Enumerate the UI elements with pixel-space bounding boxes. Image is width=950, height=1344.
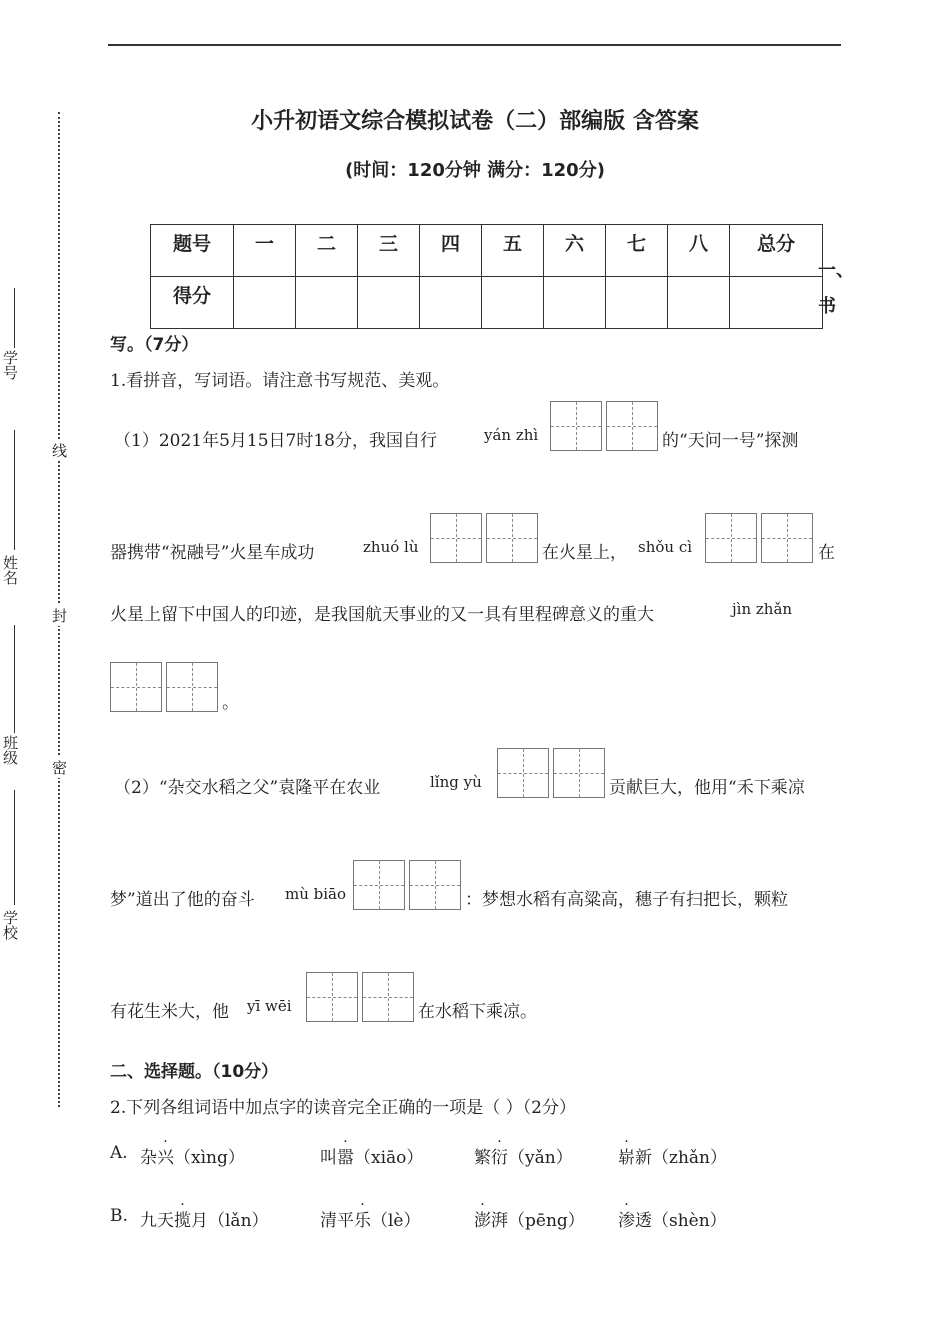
score-cell[interactable] bbox=[234, 277, 296, 329]
pinyin-jin-zhan: jìn zhǎn bbox=[732, 600, 793, 618]
top-rule bbox=[108, 44, 841, 46]
school-line[interactable] bbox=[14, 790, 15, 905]
option-b-item-2 bbox=[320, 1206, 421, 1231]
writing-grid-box[interactable] bbox=[486, 513, 538, 563]
writing-grid-box[interactable] bbox=[761, 513, 813, 563]
option-a-item-1 bbox=[140, 1143, 245, 1168]
question-1-stem: 1.看拼音，写词语。请注意书写规范、美观。 bbox=[110, 371, 450, 391]
writing-grid-box[interactable] bbox=[497, 748, 549, 798]
score-table-score-row bbox=[151, 277, 823, 329]
q1-text-5b: 贡献巨大，他用“禾下乘凉 bbox=[609, 778, 805, 798]
dotted-char: 渗 bbox=[618, 1211, 635, 1231]
score-cell[interactable] bbox=[606, 277, 668, 329]
score-cell[interactable] bbox=[544, 277, 606, 329]
class-line[interactable] bbox=[14, 625, 15, 733]
section1-heading-part2: 书 bbox=[818, 296, 836, 317]
page-subtitle: (时间：120分钟 满分：120分) bbox=[345, 160, 605, 181]
pinyin-reading: （yǎn） bbox=[508, 1148, 573, 1168]
option-a-item-4 bbox=[618, 1143, 727, 1168]
name-line[interactable] bbox=[14, 430, 15, 550]
pinyin-yan-zhi: yán zhì bbox=[484, 426, 539, 444]
dotted-char: 崭 bbox=[618, 1148, 635, 1168]
q1-text-5a: （2）“杂交水稻之父”袁隆平在农业 bbox=[114, 778, 381, 798]
word-text: 九天 bbox=[140, 1211, 174, 1231]
pinyin-reading: （lǎn） bbox=[208, 1211, 269, 1231]
seal-char-xian: 线 bbox=[52, 442, 68, 460]
pinyin-reading: （xìng） bbox=[174, 1148, 245, 1168]
dotted-char: 兴 bbox=[157, 1148, 174, 1168]
word-text: 新 bbox=[635, 1148, 652, 1168]
writing-grid-box[interactable] bbox=[606, 401, 658, 451]
option-a-item-3 bbox=[474, 1143, 573, 1168]
word-text: 透 bbox=[635, 1211, 652, 1231]
score-cell[interactable] bbox=[420, 277, 482, 329]
option-a-label[interactable]: A. bbox=[110, 1143, 128, 1163]
option-b-item-1 bbox=[140, 1206, 269, 1231]
dotted-char: 澎 bbox=[474, 1211, 491, 1231]
dotted-char: 嚣 bbox=[337, 1148, 354, 1168]
dotted-char: 揽 bbox=[174, 1211, 191, 1231]
word-text: 清平 bbox=[320, 1211, 354, 1231]
student-id-line[interactable] bbox=[14, 288, 15, 348]
dotted-char: 衍 bbox=[491, 1148, 508, 1168]
table-header-cell: 七 bbox=[606, 225, 668, 277]
table-header-cell: 一 bbox=[234, 225, 296, 277]
writing-grid-box[interactable] bbox=[550, 401, 602, 451]
pinyin-reading: （lè） bbox=[371, 1211, 421, 1231]
section2-heading: 二、选择题。（10分） bbox=[110, 1062, 279, 1082]
score-table-header-row bbox=[151, 225, 823, 277]
word-text: 月 bbox=[191, 1211, 208, 1231]
writing-grid-box[interactable] bbox=[110, 662, 162, 712]
writing-grid-box[interactable] bbox=[553, 748, 605, 798]
q1-text-1a: （1）2021年5月15日7时18分，我国自行 bbox=[114, 431, 437, 451]
q1-text-2c: 在 bbox=[818, 543, 835, 563]
table-header-cell: 六 bbox=[544, 225, 606, 277]
q1-text-6b: ：梦想水稻有高粱高，穗子有扫把长，颗粒 bbox=[465, 890, 788, 910]
q1-text-7b: 在水稻下乘凉。 bbox=[418, 1002, 537, 1022]
q1-text-6a: 梦”道出了他的奋斗 bbox=[110, 890, 255, 910]
seal-char-feng: 封 bbox=[52, 607, 68, 625]
score-row-label: 得分 bbox=[151, 277, 234, 329]
dotted-char: 乐 bbox=[354, 1211, 371, 1231]
question-2-stem: 2.下列各组词语中加点字的读音完全正确的一项是（ ）（2分） bbox=[110, 1098, 576, 1118]
seal-char-mi: 密 bbox=[52, 759, 68, 777]
writing-grid-box[interactable] bbox=[409, 860, 461, 910]
table-header-cell: 二 bbox=[296, 225, 358, 277]
section1-heading-part1: 一、 bbox=[818, 260, 854, 281]
writing-grid-box[interactable] bbox=[362, 972, 414, 1022]
q1-text-2b: 在火星上， bbox=[542, 543, 627, 563]
word-text: 湃 bbox=[491, 1211, 508, 1231]
pinyin-mu-biao: mù biāo bbox=[285, 885, 347, 903]
q1-text-2a: 器携带“祝融号”火星车成功 bbox=[110, 543, 315, 563]
writing-grid-box[interactable] bbox=[705, 513, 757, 563]
pinyin-reading: （zhǎn） bbox=[652, 1148, 727, 1168]
table-header-cell: 总分 bbox=[730, 225, 823, 277]
table-header-cell: 四 bbox=[420, 225, 482, 277]
q1-text-4-end: 。 bbox=[222, 693, 239, 713]
score-cell[interactable] bbox=[296, 277, 358, 329]
table-header-cell: 五 bbox=[482, 225, 544, 277]
label-class: 班级 bbox=[1, 735, 19, 765]
word-text: 叫 bbox=[320, 1148, 337, 1168]
q1-text-1b: 的“天问一号”探测 bbox=[662, 431, 799, 451]
label-name: 姓名 bbox=[1, 555, 19, 585]
score-cell[interactable] bbox=[730, 277, 823, 329]
option-a-item-2 bbox=[320, 1143, 423, 1168]
writing-grid-box[interactable] bbox=[306, 972, 358, 1022]
page-title: 小升初语文综合模拟试卷（二）部编版 含答案 bbox=[251, 109, 699, 134]
pinyin-reading: （pēng） bbox=[508, 1211, 585, 1231]
score-table bbox=[150, 224, 823, 329]
option-b-label[interactable]: B. bbox=[110, 1206, 128, 1226]
score-cell[interactable] bbox=[358, 277, 420, 329]
label-school: 学校 bbox=[1, 910, 19, 940]
pinyin-reading: （shèn） bbox=[652, 1211, 727, 1231]
label-student-id: 学号 bbox=[1, 350, 19, 380]
word-text: 杂 bbox=[140, 1148, 157, 1168]
pinyin-yi-wei: yī wēi bbox=[247, 997, 292, 1015]
score-cell[interactable] bbox=[668, 277, 730, 329]
pinyin-ling-yu: lǐng yù bbox=[430, 773, 482, 791]
pinyin-shou-ci: shǒu cì bbox=[638, 538, 693, 556]
option-b-item-4 bbox=[618, 1206, 727, 1231]
pinyin-reading: （xiāo） bbox=[354, 1148, 424, 1168]
option-b-item-3 bbox=[474, 1206, 585, 1231]
writing-grid-box[interactable] bbox=[166, 662, 218, 712]
q1-text-7a: 有花生米大，他 bbox=[110, 1002, 229, 1022]
table-header-cell: 三 bbox=[358, 225, 420, 277]
writing-grid-box[interactable] bbox=[353, 860, 405, 910]
table-header-cell: 八 bbox=[668, 225, 730, 277]
table-header-cell: 题号 bbox=[151, 225, 234, 277]
pinyin-zhuo-lu: zhuó lù bbox=[363, 538, 419, 556]
writing-grid-box[interactable] bbox=[430, 513, 482, 563]
section1-heading-part3: 写。（7分） bbox=[110, 335, 199, 355]
word-text: 繁 bbox=[474, 1148, 491, 1168]
score-cell[interactable] bbox=[482, 277, 544, 329]
q1-text-3: 火星上留下中国人的印迹，是我国航天事业的又一具有里程碑意义的重大 bbox=[110, 605, 654, 625]
